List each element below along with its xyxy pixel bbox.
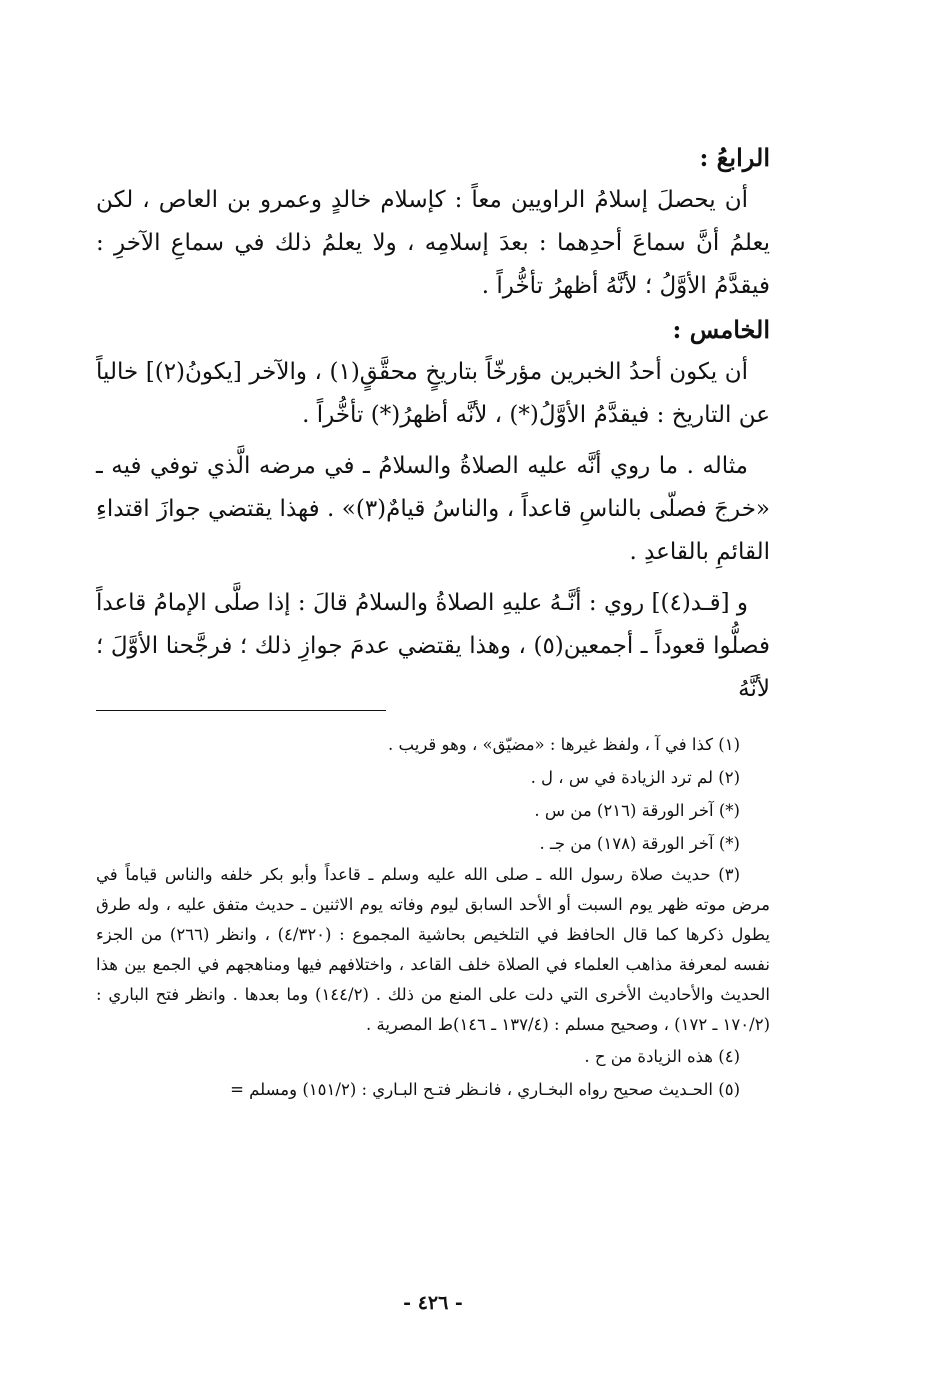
paragraph-hadith: و [قـد(٤)] روي : أنَّـهُ عليهِ الصلاةُ والسلامُ قالَ : إذا صلَّى الإمامُ قاعداً فصلُّوا قعوداً ـ أجمعين(٥) ، وهذا يقتضي عدمَ جوازِ ذلك ؛ فرجَّحنا الأوَّلَ ؛ لأنَّهُ bbox=[96, 590, 770, 702]
page-number: - ٤٢٦ - bbox=[403, 1292, 463, 1314]
footnote-separator bbox=[96, 710, 386, 711]
footnote-marker-1: (*) آخر الورقة (٢١٦) من س . bbox=[534, 801, 740, 820]
paragraph-fourth: أن يحصلَ إسلامُ الراويين معاً : كإسلام خالدٍ وعمرو بن العاص ، لكن يعلمُ أنَّ سماعَ أحدِهما : بعدَ إسلامِه ، ولا يعلمُ ذلك في سماعِ الآخرِ : فيقدَّمُ الأوَّلُ ؛ لأنَّهُ أظهرُ تأخُّراً . bbox=[96, 187, 770, 299]
footnote-marker-2: (*) آخر الورقة (١٧٨) من جـ . bbox=[539, 834, 740, 853]
footnote-3: (٣) حديث صلاة رسول الله ـ صلى الله عليه وسلم ـ قاعداً وأبو بكر خلفه والناس قياماً في مرض موته ظهر يوم السبت أو الأحد السابق ليوم وفاته يوم الاثنين ـ حديث متفق عليه ، وله طرق يطول ذكرها كما قال الحافظ في التلخيص بحاشية المجموع : (٤/٣٢٠) ، وانظر (٢٦٦) من الجزء نفسه لمعرفة مذاهب العلماء في الصلاة خلف القاعد ، واختلافهم فيها ومناهجهم في الجمع بين هذا الحديث والأحاديث الأخرى التي دلت على المنع من ذلك . (١٤٤/٢) وما بعدها . وانظر فتح الباري : (١٧٠/٢ ـ ١٧٢) ، وصحيح مسلم : (١٣٧/٤ ـ ١٤٦)ط المصرية . bbox=[96, 865, 771, 1034]
main-text bbox=[96, 136, 770, 711]
footnote-1: (١) كذا في آ ، ولفظ غيرها : «مضيّق» ، وهو قريب . bbox=[388, 735, 740, 754]
section-heading-fifth: الخامس : bbox=[672, 315, 770, 344]
section-heading-fourth: الرابعُ : bbox=[699, 143, 770, 172]
footnote-4: (٤) هذه الزيادة من ح . bbox=[584, 1047, 740, 1066]
footnotes bbox=[96, 728, 770, 1106]
paragraph-fifth: أن يكون أحدُ الخبرين مؤرخّاً بتاريخٍ محقَّقٍ(١) ، والآخر [يكونُ(٢)] خالياً عن التاريخ : فيقدَّمُ الأوَّلُ(*) ، لأنَّه أظهرُ(*) تأخُّراً . bbox=[96, 359, 770, 428]
footnote-2: (٢) لم ترد الزيادة في س ، ل . bbox=[530, 768, 740, 787]
paragraph-example: مثاله . ما روي أنَّه عليه الصلاةُ والسلامُ ـ في مرضه الَّذي توفي فيه ـ «خرجَ فصلّى بالناسِ قاعداً ، والناسُ قيامٌ(٣)» . فهذا يقتضي جوازَ اقتداءِ القائمِ بالقاعدِ . bbox=[96, 453, 770, 565]
footnote-5: (٥) الحـديث صحيح رواه البخـاري ، فانـظر فتـح البـاري : (١٥١/٢) ومسلم = bbox=[230, 1080, 740, 1099]
book-page bbox=[96, 0, 770, 1394]
